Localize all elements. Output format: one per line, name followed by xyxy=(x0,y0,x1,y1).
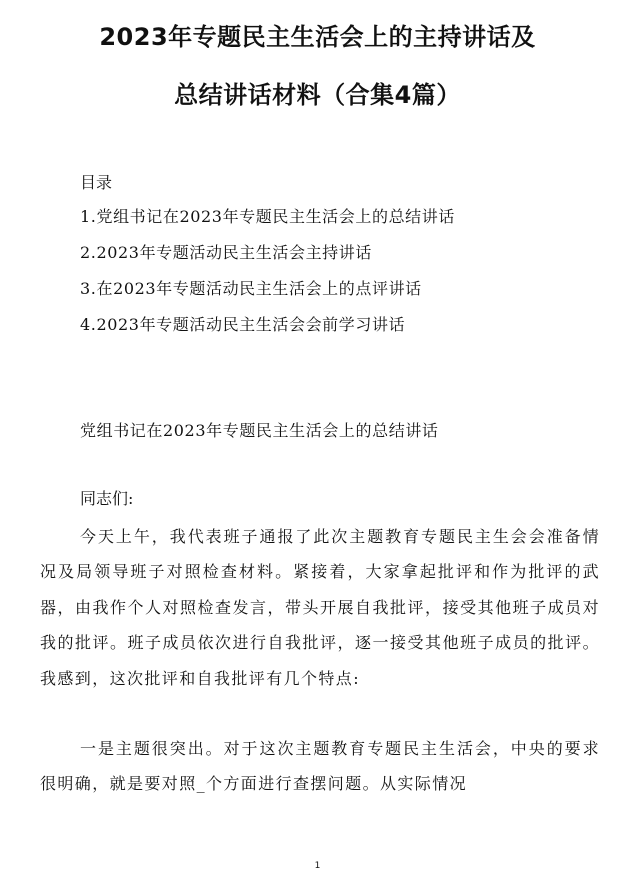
toc-item-4: 4.2023年专题活动民主生活会会前学习讲话 xyxy=(80,315,406,334)
section-heading: 党组书记在2023年专题民主生活会上的总结讲话 xyxy=(80,421,439,440)
page-number: 1 xyxy=(314,861,321,871)
toc-heading: 目录 xyxy=(80,173,113,192)
toc-list xyxy=(80,206,455,350)
toc-item-2: 2.2023年专题活动民主生活会主持讲话 xyxy=(80,243,372,262)
greeting: 同志们: xyxy=(80,489,134,508)
toc-item-1: 1.党组书记在2023年专题民主生活会上的总结讲话 xyxy=(80,207,455,226)
body-paragraph-2: 一是主题很突出。对于这次主题教育专题民主生活会，中央的要求很明确，就是要对照_个方面进行查摆问题。从实际情况 xyxy=(40,739,600,794)
document-title-line-2: 总结讲话材料（合集4篇） xyxy=(174,81,461,109)
body-paragraph-1: 今天上午，我代表班子通报了此次主题教育专题民主生会会准备情况及局领导班子对照检查材料。紧接着，大家拿起批评和作为批评的武器，由我作个人对照检查发言，带头开展自我批评，接受其他班子成员对我的批评。班子成员依次进行自我批评，逐一接受其他班子成员的批评。我感到，这次批评和自我批评有几个特点: xyxy=(40,527,600,688)
toc-item-3: 3.在2023年专题活动民主生活会上的点评讲话 xyxy=(80,279,422,298)
document-title-line-1: 2023年专题民主生活会上的主持讲话及 xyxy=(99,23,536,51)
